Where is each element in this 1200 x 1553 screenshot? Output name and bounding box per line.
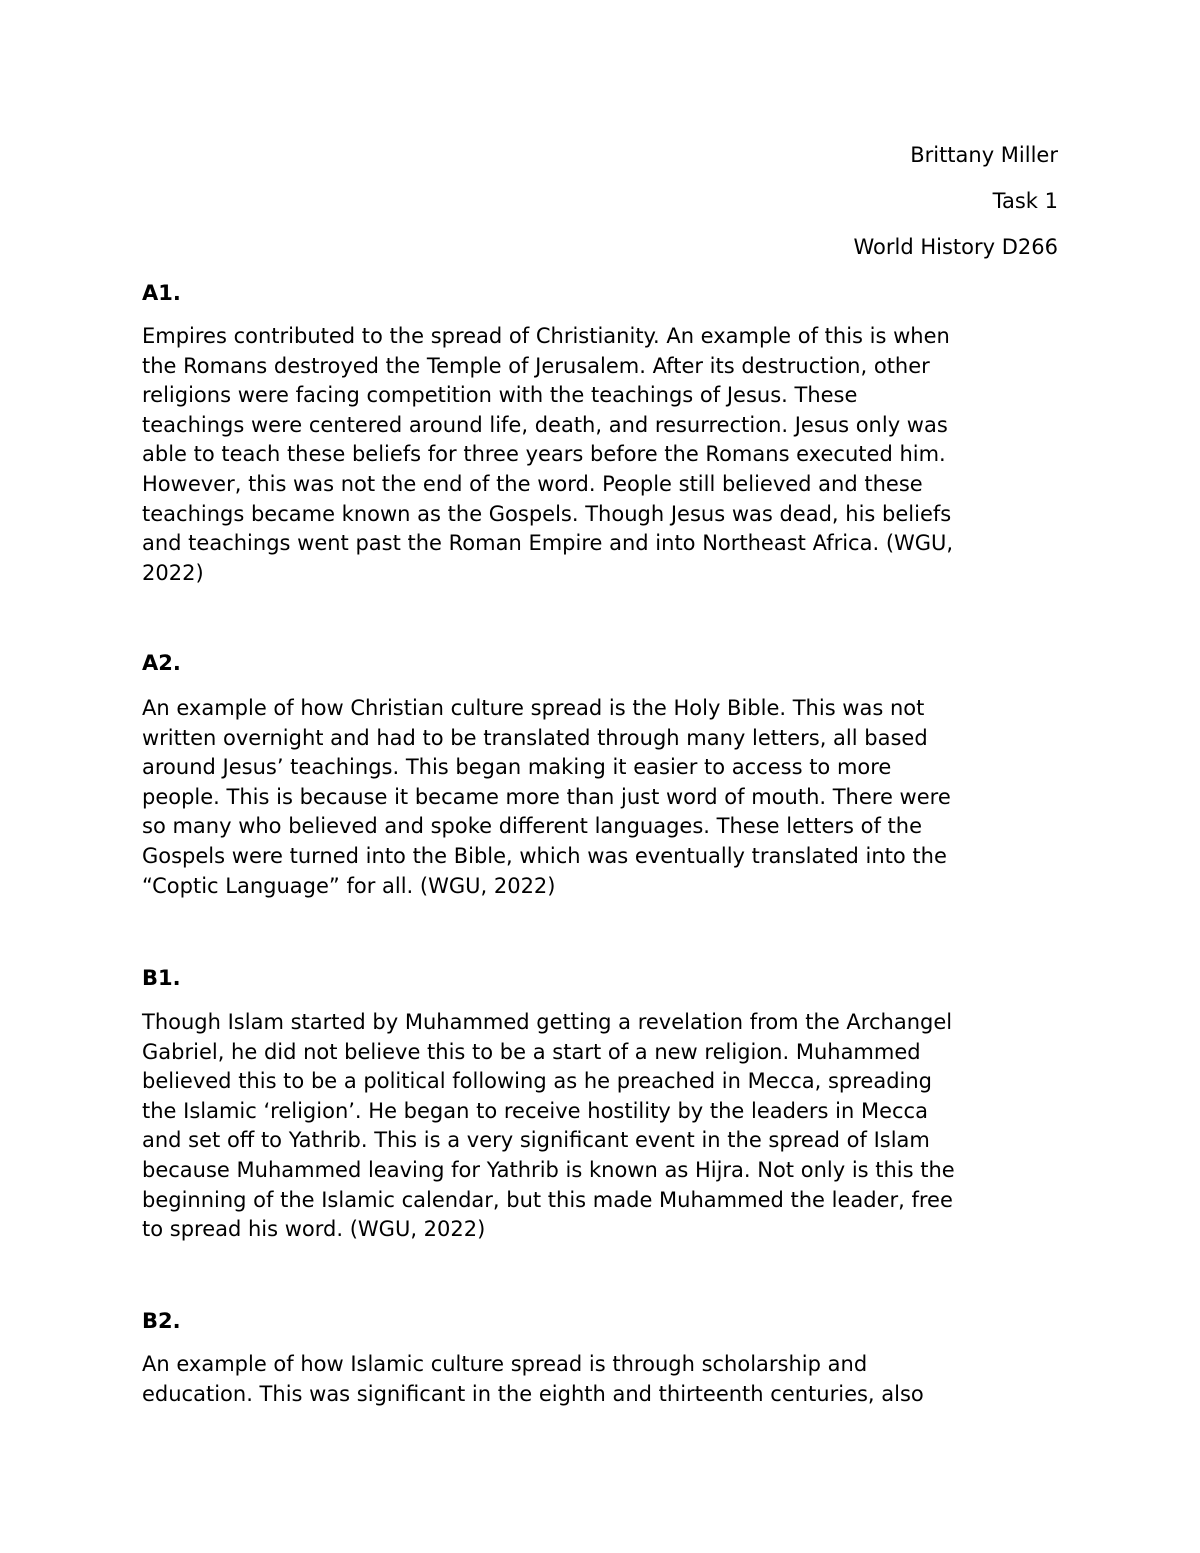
body-line: the Islamic ‘religion’. He began to receive hostility by the leaders in Mecca [142,1098,928,1123]
section-heading-a1: A1. [142,281,181,305]
body-line: able to teach these beliefs for three years before the Romans executed him. [142,442,946,467]
author-name: Brittany Miller [910,143,1058,167]
body-line: written overnight and had to be translated through many letters, all based [142,725,928,750]
body-line: and set off to Yathrib. This is a very significant event in the spread of Islam [142,1128,930,1153]
body-line: education. This was significant in the eighth and thirteenth centuries, also [142,1381,924,1406]
body-line: and teachings went past the Roman Empire and into Northeast Africa. (WGU, [142,531,954,556]
body-line: people. This is because it became more than just word of mouth. There were [142,784,951,809]
body-line: around Jesus’ teachings. This began making it easier to access to more [142,755,892,780]
body-line: An example of how Islamic culture spread is through scholarship and [142,1352,868,1376]
section-heading-a2: A2. [142,651,181,675]
body-line: “Coptic Language” for all. (WGU, 2022) [142,873,556,898]
body-line: so many who believed and spoke different languages. These letters of the [142,814,923,839]
body-line: the Romans destroyed the Temple of Jerusalem. After its destruction, other [142,353,930,378]
body-line: 2022) [142,560,204,585]
body-line: because Muhammed leaving for Yathrib is known as Hijra. Not only is this the [142,1157,955,1182]
task-label: Task 1 [992,189,1058,213]
body-line: Though Islam started by Muhammed getting a revelation from the Archangel [142,1010,953,1034]
course-label: World History D266 [853,235,1058,259]
body-line: teachings were centered around life, death, and resurrection. Jesus only was [142,412,948,437]
section-body-b1 [142,1008,1058,1245]
body-line: Gabriel, he did not believe this to be a start of a new religion. Muhammed [142,1039,921,1064]
section-heading-b2: B2. [142,1309,181,1333]
section-heading-b1: B1. [142,966,181,990]
body-line: Gospels were turned into the Bible, which was eventually translated into the [142,843,947,868]
section-body-a2 [142,694,1058,901]
body-line: beginning of the Islamic calendar, but this made Muhammed the leader, free [142,1187,953,1212]
body-line: religions were facing competition with the teachings of Jesus. These [142,383,858,408]
body-line: However, this was not the end of the word. People still believed and these [142,471,923,496]
section-body-b2 [142,1350,1058,1409]
body-line: to spread his word. (WGU, 2022) [142,1217,486,1242]
body-line: teachings became known as the Gospels. Though Jesus was dead, his beliefs [142,501,952,526]
body-line: An example of how Christian culture spread is the Holy Bible. This was not [142,696,925,720]
section-body-a1 [142,322,1058,588]
body-line: Empires contributed to the spread of Christianity. An example of this is when [142,324,950,348]
body-line: believed this to be a political following as he preached in Mecca, spreading [142,1069,933,1094]
